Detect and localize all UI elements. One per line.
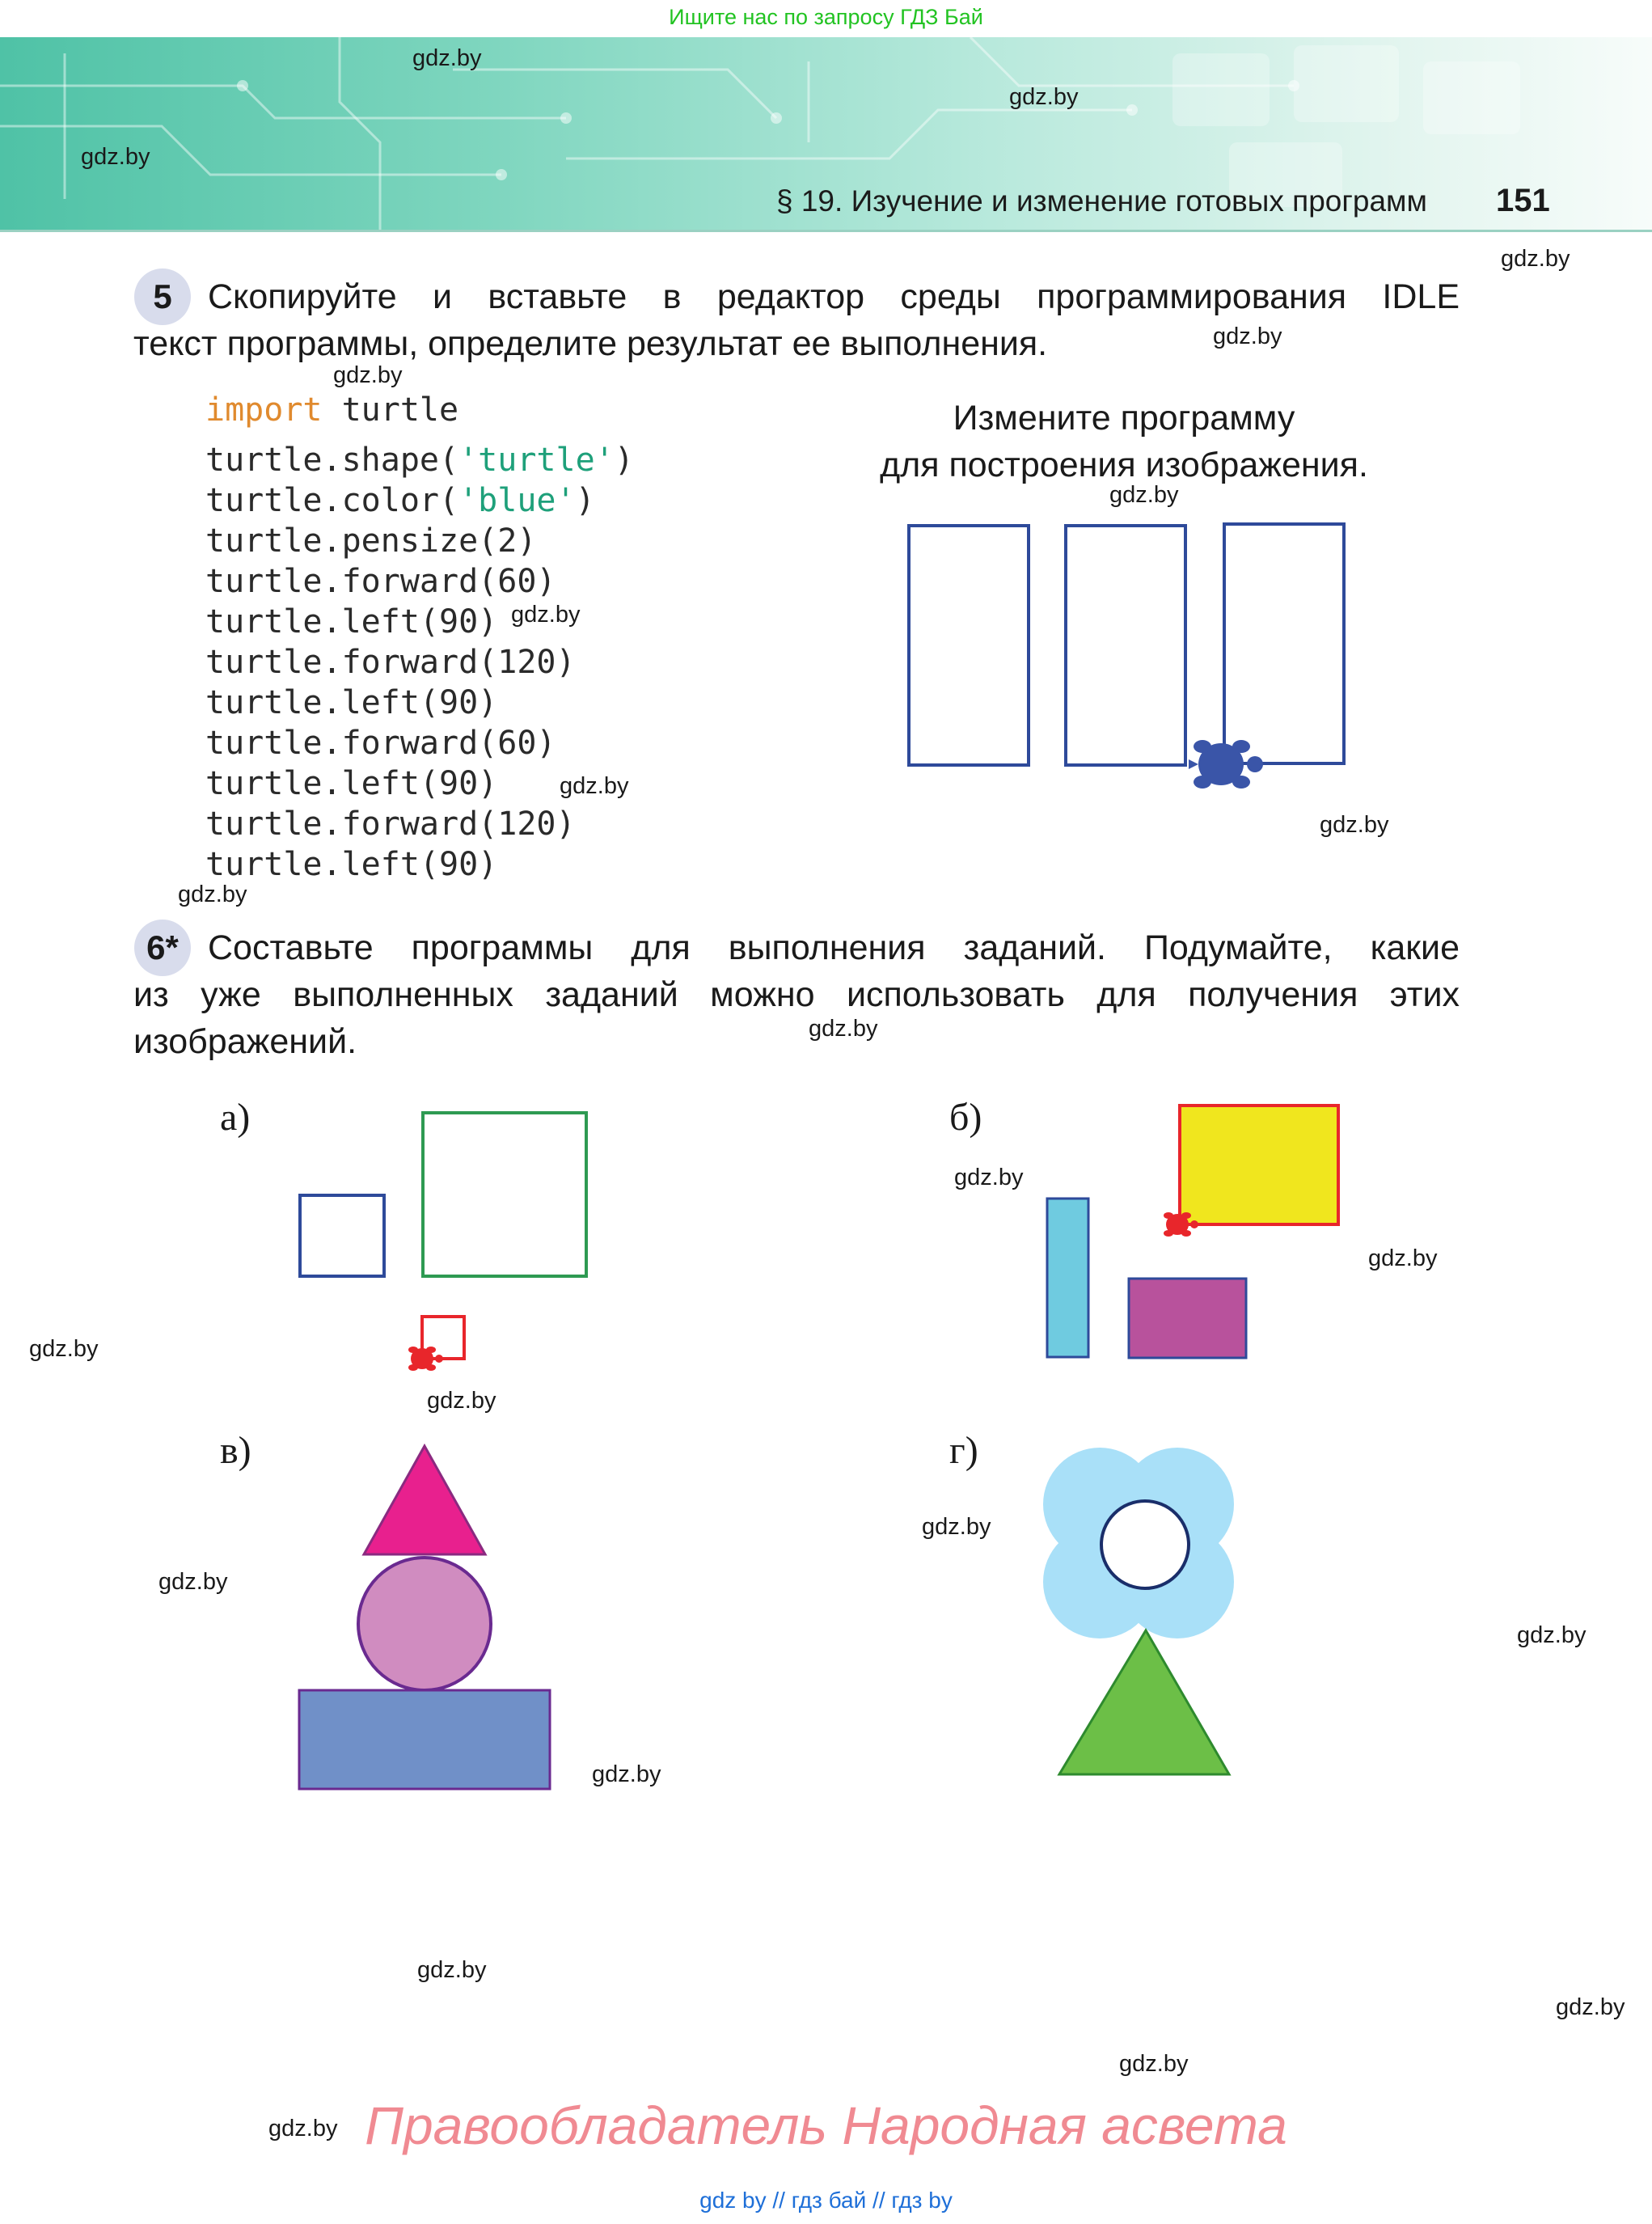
- watermark: gdz.by: [29, 1336, 99, 1362]
- rectangle-3: [1224, 524, 1344, 763]
- subtask-label-g: г): [949, 1429, 978, 1472]
- task6-text-line1: Составьте программы для выполнения заданий. Подумайте, какие: [208, 928, 1460, 967]
- figure-b-rectangles: [1035, 1092, 1358, 1367]
- code-line: turtle.forward(60): [205, 563, 556, 600]
- task6-text: [133, 924, 1460, 1065]
- cyan-rectangle: [1047, 1199, 1088, 1357]
- code-line: turtle.left(90): [205, 846, 498, 883]
- code-line: turtle.left(90): [205, 603, 498, 641]
- section-title: § 19. Изучение и изменение готовых программ: [776, 184, 1427, 218]
- task-number-badge: 5: [134, 268, 191, 325]
- watermark: gdz.by: [1320, 812, 1389, 838]
- watermark: gdz.by: [178, 882, 247, 907]
- watermark: gdz.by: [954, 1165, 1024, 1190]
- magenta-rectangle: [1129, 1279, 1246, 1358]
- code-keyword: import: [205, 391, 323, 429]
- yellow-rectangle: [1180, 1106, 1338, 1224]
- task5-caption: [817, 395, 1431, 488]
- code-string: 'blue': [458, 482, 576, 519]
- code-line: [205, 442, 634, 479]
- figure-a-squares: [291, 1100, 598, 1383]
- watermark: gdz.by: [1368, 1245, 1438, 1271]
- subtask-label-a: а): [220, 1096, 251, 1139]
- watermark: gdz.by: [922, 1514, 991, 1540]
- subtask-label-v: в): [220, 1429, 251, 1472]
- code-text: turtle.shape(: [205, 442, 459, 479]
- task6-text-line3: изображений.: [133, 1022, 357, 1061]
- pink-triangle: [364, 1446, 485, 1554]
- three-rectangles-figure: [898, 518, 1367, 801]
- watermark: gdz.by: [511, 602, 581, 628]
- watermark: gdz.by: [1009, 84, 1079, 110]
- small-blue-square: [300, 1195, 384, 1276]
- task5-caption-line1: Измените программу: [953, 399, 1295, 438]
- watermark: gdz.by: [1119, 2051, 1189, 2077]
- task5-text-line1: Скопируйте и вставьте в редактор среды программирования IDLE: [208, 277, 1460, 316]
- footer-links[interactable]: gdz by // гдз бай // гдз by: [699, 2188, 953, 2213]
- top-search-link[interactable]: Ищите нас по запросу ГДЗ Бай: [669, 5, 983, 29]
- watermark: gdz.by: [268, 2116, 338, 2142]
- subtask-label-b: б): [949, 1096, 982, 1139]
- watermark: gdz.by: [412, 45, 482, 71]
- task5-text-line2: текст программы, определите результат ее выполнения.: [133, 324, 1048, 363]
- watermark: gdz.by: [1213, 323, 1282, 349]
- code-text: turtle: [322, 391, 459, 429]
- watermark: gdz.by: [1517, 1622, 1587, 1648]
- turtle-icon: [408, 1347, 443, 1371]
- large-green-square: [423, 1113, 586, 1276]
- green-triangle: [1059, 1630, 1229, 1774]
- turtle-icon: [1189, 740, 1263, 789]
- code-line: turtle.left(90): [205, 765, 498, 802]
- header-divider: [0, 230, 1652, 232]
- rectangle-2: [1066, 526, 1185, 765]
- code-line: [205, 482, 595, 519]
- watermark: gdz.by: [333, 362, 403, 388]
- task6-text-line2: из уже выполненных заданий можно использовать для получения этих: [133, 975, 1460, 1014]
- copyright-notice: Правообладатель Народная асвета: [365, 2095, 1287, 2155]
- task5-caption-line2: для построения изображения.: [880, 446, 1368, 484]
- watermark: gdz.by: [427, 1388, 496, 1414]
- code-line: turtle.forward(120): [205, 644, 576, 681]
- code-line: [205, 391, 458, 429]
- code-string: 'turtle': [458, 442, 615, 479]
- page-number: 151: [1496, 183, 1550, 218]
- task-number-badge: 6*: [134, 920, 191, 976]
- watermark: gdz.by: [592, 1761, 661, 1787]
- watermark: gdz.by: [158, 1569, 228, 1595]
- task5-text: [133, 273, 1460, 367]
- rectangle-1: [909, 526, 1029, 765]
- code-text: turtle.color(: [205, 482, 459, 519]
- code-line: turtle.forward(120): [205, 805, 576, 843]
- watermark: gdz.by: [1109, 482, 1179, 508]
- code-line: turtle.forward(60): [205, 725, 556, 762]
- code-line: turtle.left(90): [205, 684, 498, 721]
- watermark: gdz.by: [1501, 246, 1570, 272]
- violet-circle: [358, 1558, 491, 1690]
- code-line: turtle.pensize(2): [205, 522, 537, 560]
- watermark: gdz.by: [81, 144, 150, 170]
- watermark: gdz.by: [1556, 1994, 1625, 2020]
- watermark: gdz.by: [417, 1957, 487, 1983]
- steel-rectangle: [299, 1690, 550, 1789]
- watermark: gdz.by: [560, 773, 629, 799]
- watermark: gdz.by: [809, 1016, 878, 1042]
- figure-g-flower: [1035, 1440, 1278, 1779]
- flower-center-circle: [1101, 1501, 1189, 1588]
- code-text: ): [575, 482, 595, 519]
- figure-v-stack: [291, 1440, 566, 1795]
- code-text: ): [614, 442, 634, 479]
